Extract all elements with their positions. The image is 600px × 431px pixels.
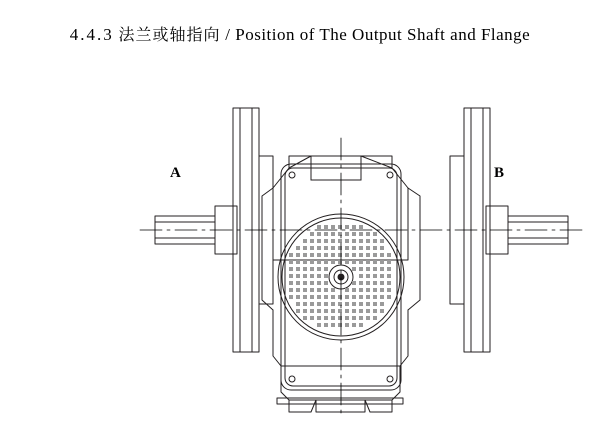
label-side-b: B bbox=[494, 165, 505, 181]
title-separator: / bbox=[225, 25, 231, 44]
section-number: 4.4.3 bbox=[69, 25, 114, 44]
figure-gearmotor-drawing bbox=[0, 60, 600, 420]
page-title bbox=[0, 22, 600, 45]
label-side-a: A bbox=[170, 165, 181, 181]
title-chinese: 法兰或轴指向 bbox=[118, 25, 221, 44]
title-english: Position of The Output Shaft and Flange bbox=[235, 25, 531, 44]
gearmotor-svg bbox=[0, 60, 600, 420]
